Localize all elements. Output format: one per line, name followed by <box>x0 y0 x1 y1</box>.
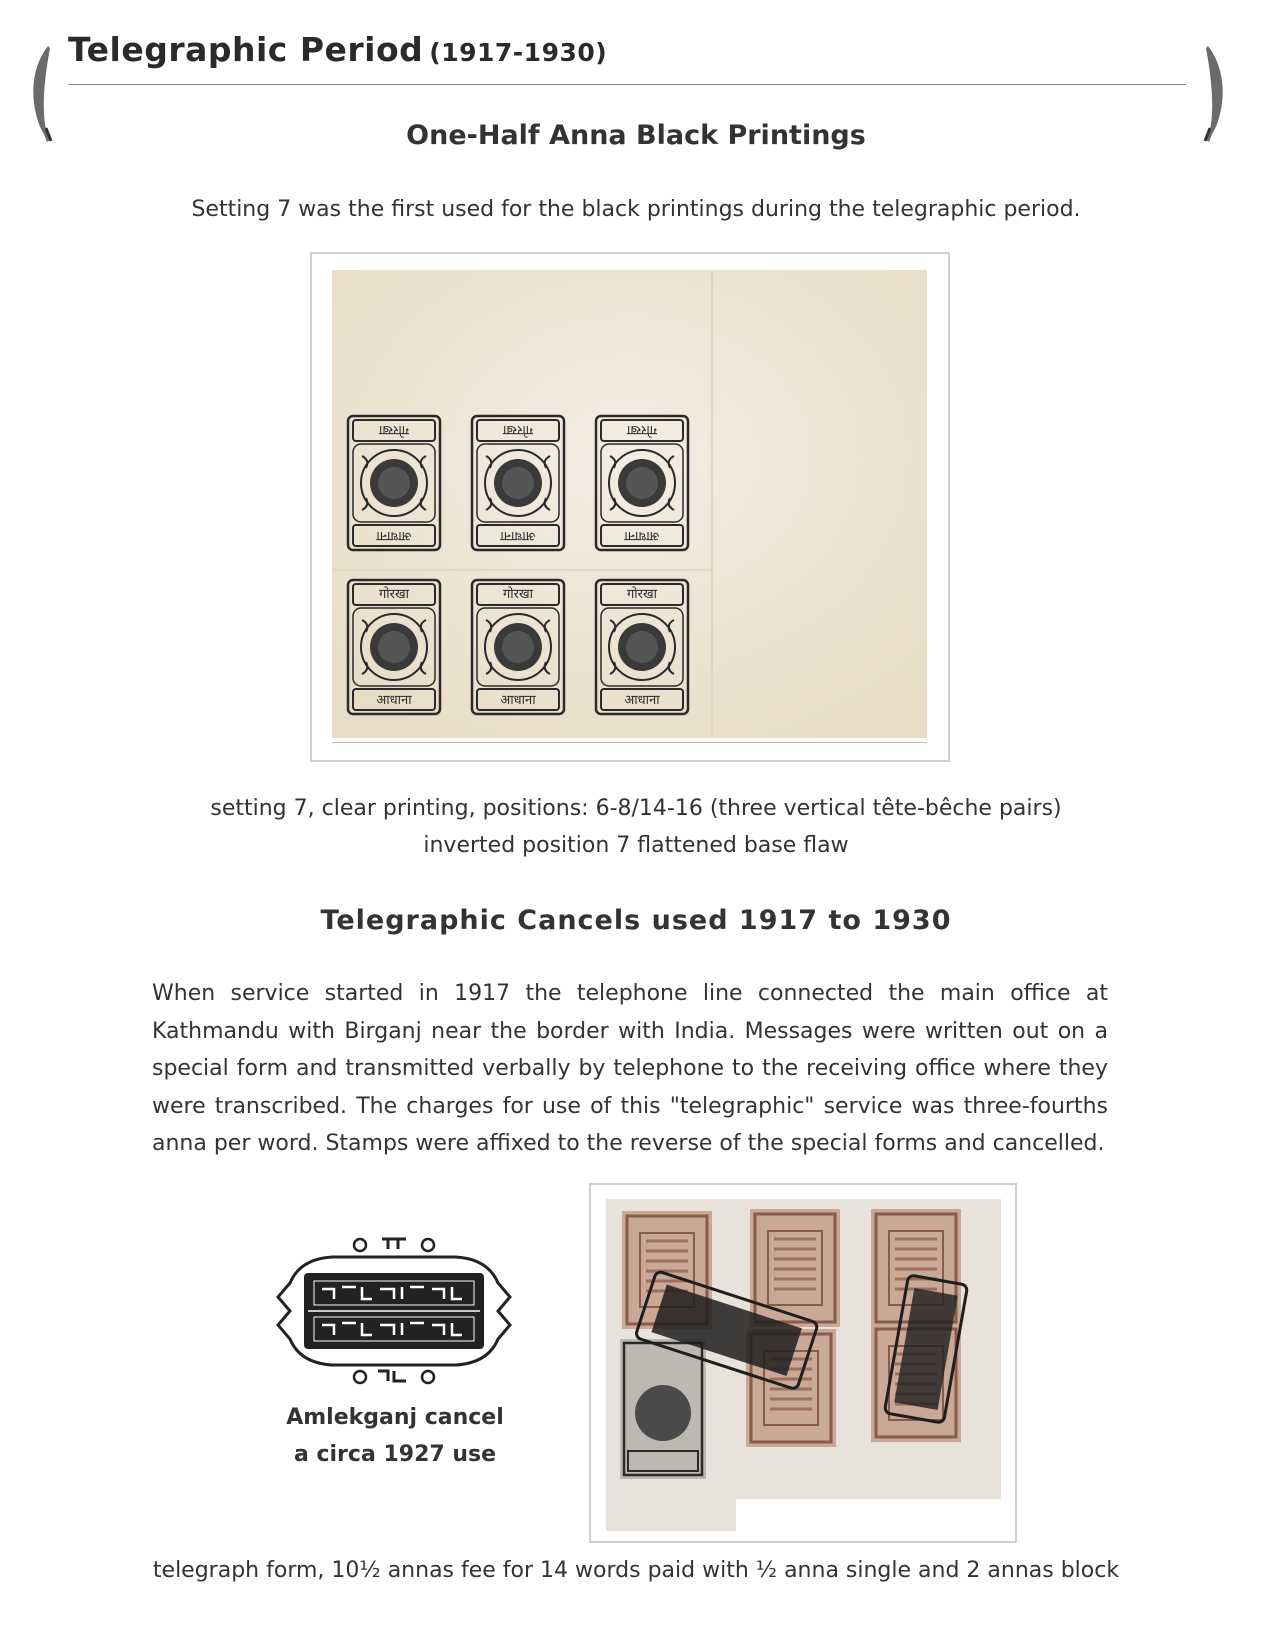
section1-intro: Setting 7 was the first used for the black printings during the telegraphic period. <box>191 197 1081 222</box>
stamp-label: आधाना <box>500 693 536 708</box>
cancel-caption <box>250 1399 540 1473</box>
stamp-label-inverted: आधाना <box>624 528 660 543</box>
caption-line: Amlekganj cancel <box>286 1405 504 1430</box>
paragraph-line: When service started in 1917 the telephone line connected the main office at <box>152 981 1108 1006</box>
stamp-label: आधाना <box>376 693 412 708</box>
caption-line: setting 7, clear printing, positions: 6-8/14-16 (three vertical tête-bêche pairs) <box>210 796 1062 821</box>
stamp-label: गोरखा <box>626 587 657 602</box>
stamp-label-inverted: गोरखा <box>503 422 534 437</box>
stamp-block-caption <box>0 790 1272 864</box>
section1-heading: One-Half Anna Black Printings <box>406 120 866 151</box>
stamp-block-frame <box>310 252 950 762</box>
paragraph-line: anna per word. Stamps were affixed to the reverse of the special forms and cancelled. <box>152 1131 1105 1157</box>
paragraph-line: Kathmandu with Birganj near the border with India. Messages were written out on a <box>152 1018 1108 1044</box>
stamp-label: गोरखा <box>378 587 409 602</box>
header-rule <box>68 84 1186 85</box>
telegraph-form-stamps <box>606 1199 1001 1531</box>
page-title-text: Telegraphic Period <box>68 30 424 69</box>
stamp-label: आधाना <box>624 693 660 708</box>
section2-paragraph <box>152 975 1108 1163</box>
caption-line: inverted position 7 flattened base flaw <box>423 833 849 858</box>
section2-heading: Telegraphic Cancels used 1917 to 1930 <box>320 905 952 936</box>
stamp-label: गोरखा <box>502 587 533 602</box>
page-title-years: (1917-1930) <box>429 38 608 67</box>
stamp-block-sheet <box>332 270 927 738</box>
telegraph-form-caption: telegraph form, 10½ annas fee for 14 words paid with ½ anna single and 2 annas block <box>152 1558 1120 1583</box>
stamp-label-inverted: गोरखा <box>379 422 410 437</box>
caption-line: a circa 1927 use <box>293 1442 497 1467</box>
amlekganj-cancel-illustration <box>270 1237 518 1385</box>
telegraph-form-frame <box>589 1183 1017 1543</box>
paragraph-line: special form and transmitted verbally by telephone to the receiving office where they <box>152 1056 1108 1082</box>
page-title <box>68 30 607 69</box>
stamp-label-inverted: आधाना <box>376 528 412 543</box>
stamp-label-inverted: गोरखा <box>627 422 658 437</box>
paragraph-line: were transcribed. The charges for use of this "telegraphic" service was three-fourths <box>152 1093 1108 1119</box>
stamp-label-inverted: आधाना <box>500 528 536 543</box>
